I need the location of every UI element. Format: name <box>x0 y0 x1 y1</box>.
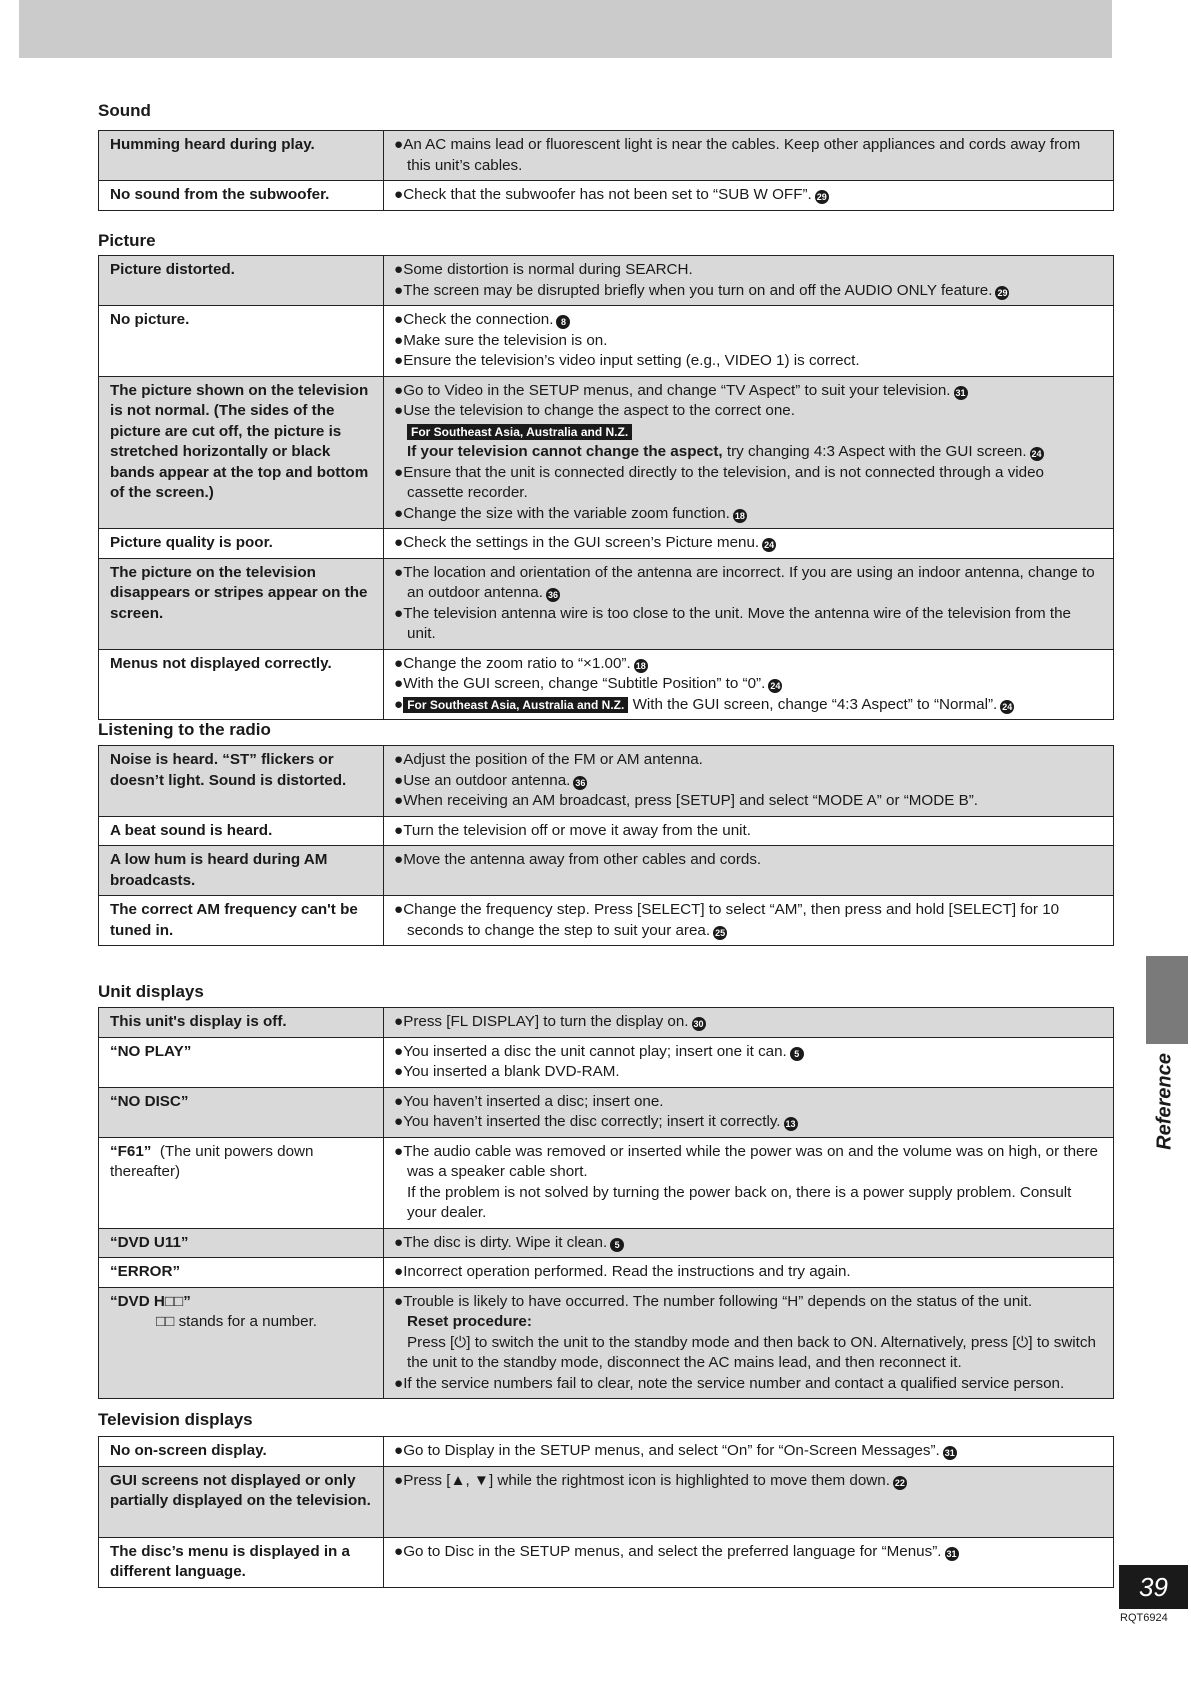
table-row <box>99 181 1114 211</box>
remedy-cell: ●Go to Display in the SETUP menus, and select “On” for “On-Screen Messages”. 31 <box>384 1437 1114 1467</box>
page-ref-icon: 18 <box>734 510 745 521</box>
table-row <box>99 1437 1114 1467</box>
remedy-text: Turn the television off or move it away from the unit. <box>403 821 751 839</box>
remedy-cell: ●Incorrect operation performed. Read the instructions and try again. <box>384 1258 1114 1288</box>
remedy-text: Press [FL DISPLAY] to turn the display on. <box>403 1013 689 1030</box>
remedy-text: You inserted a blank DVD-RAM. <box>403 1063 620 1080</box>
remedy-text: Go to Disc in the SETUP menus, and select the preferred language for “Menus”. <box>403 1542 942 1560</box>
remedy-text: With the GUI screen, change “4:3 Aspect” to “Normal”. <box>632 695 998 713</box>
table-row <box>99 529 1114 559</box>
remedy-cell: ●Some distortion is normal during SEARCH. ●The screen may be disrupted briefly when you turn on and off the AUDIO ONLY feature. 29 <box>384 256 1114 306</box>
remedy-cell: ●Move the antenna away from other cables and cords. <box>384 846 1114 896</box>
page-ref-icon: 36 <box>547 590 558 600</box>
table-row <box>99 1537 1114 1587</box>
table-row <box>99 256 1114 306</box>
remedy-text: Make sure the television is on. <box>403 331 608 349</box>
symptom-cell: “ERROR” <box>99 1258 384 1288</box>
page-ref-icon: 36 <box>575 777 586 788</box>
remedy-text: Change the frequency step. Press [SELECT] to select “AM”, then press and hold [SELECT] for 10 seconds to change the step to suit your area. <box>403 901 1060 939</box>
remedy-cell: ●Trouble is likely to have occurred. The number following “H” depends on the status of the unit. Reset procedure: Press [⏻] to switch the unit to the standby mode and then back to ON. Alternatively, press [⏻] to switch the unit to the standby mode, disconnect the AC mains lead, and then reconnect it. ●If the service numbers fail to clear, note the service number and contact a qualified service person. <box>384 1287 1114 1399</box>
symptom-cell: This unit's display is off. <box>99 1008 384 1038</box>
remedy-cell: ●Change the zoom ratio to “×1.00”. 18 ●With the GUI screen, change “Subtitle Position” to “0”. 24 ● For Southeast Asia, Australia and N.Z. With the GUI screen, change “4:3 Aspect” to “Normal”. 24 <box>384 649 1114 720</box>
side-section-label: Reference <box>1153 1053 1176 1150</box>
remedy-cell: ●You inserted a disc the unit cannot play; insert one it can. 5 ●You inserted a blank DVD-RAM. <box>384 1037 1114 1087</box>
page-ref-icon: 5 <box>610 1238 624 1252</box>
table-row <box>99 649 1114 720</box>
remedy-cell: ●Change the frequency step. Press [SELECT] to select “AM”, then press and hold [SELECT] for 10 seconds to change the step to suit your area. 25 <box>384 896 1114 946</box>
remedy-text: You haven’t inserted a disc; insert one. <box>403 1092 664 1110</box>
remedy-text: Ensure that the unit is connected directly to the television, and is not connected through a video cassette recorder. <box>403 463 1044 501</box>
remedy-cell: ●The disc is dirty. Wipe it clean. 5 <box>384 1228 1114 1258</box>
remedy-text: The disc is dirty. Wipe it clean. <box>403 1233 608 1251</box>
page-ref-icon: 18 <box>635 660 646 671</box>
table-row <box>99 896 1114 946</box>
symptom-cell: No picture. <box>99 306 384 377</box>
page-ref-icon: 13 <box>785 1119 796 1129</box>
symptom-cell: The correct AM frequency can't be tuned in. <box>99 896 384 946</box>
symptom-cell: A low hum is heard during AM broadcasts. <box>99 846 384 896</box>
remedy-text: Use an outdoor antenna. <box>403 771 571 789</box>
symptom-cell: No on-screen display. <box>99 1437 384 1467</box>
section-title-picture: Picture <box>98 231 156 250</box>
remedy-text: You inserted a disc the unit cannot play; insert one it can. <box>403 1042 787 1060</box>
remedy-text: Adjust the position of the FM or AM antenna. <box>403 751 703 768</box>
table-radio <box>98 745 1114 946</box>
page-ref-icon: 31 <box>955 387 966 398</box>
table-sound <box>98 130 1114 211</box>
remedy-text: try changing 4:3 Aspect with the GUI screen. <box>726 443 1027 460</box>
remedy-bold-lead: If your television cannot change the aspect, <box>407 443 723 460</box>
table-row <box>99 846 1114 896</box>
page-ref-icon: 24 <box>1031 449 1042 459</box>
remedy-cell: ●Go to Video in the SETUP menus, and change “TV Aspect” to suit your television. 31 ●Use the television to change the aspect to the correct one. For Southeast Asia, Australia and N.Z. If your television cannot change the aspect, try changing 4:3 Aspect with the GUI screen. 24 ●Ensure that the unit is connected directly to the television, and is not connected through a video cassette recorder. ●Change the size with the variable zoom function. 18 <box>384 376 1114 529</box>
remedy-text: Some distortion is normal during SEARCH. <box>403 261 693 278</box>
page-ref-icon: 22 <box>894 1477 905 1488</box>
remedy-text: Check the settings in the GUI screen’s Picture menu. <box>403 534 760 551</box>
remedy-text: Press [▲, ▼] while the rightmost icon is highlighted to move them down. <box>403 1471 890 1489</box>
remedy-text: When receiving an AM broadcast, press [SETUP] and select “MODE A” or “MODE B”. <box>403 792 978 809</box>
table-row <box>99 1087 1114 1137</box>
remedy-text: Check that the subwoofer has not been set to “SUB W OFF”. <box>403 186 812 203</box>
page-ref-icon: 24 <box>1002 701 1013 712</box>
remedy-cell: ●Check the settings in the GUI screen’s Picture menu. 24 <box>384 529 1114 559</box>
symptom-cell: A beat sound is heard. <box>99 816 384 846</box>
remedy-text: You haven’t inserted the disc correctly; insert it correctly. <box>403 1113 781 1130</box>
symptom-cell: Noise is heard. “ST” flickers or doesn’t light. Sound is distorted. <box>99 746 384 817</box>
page-ref-icon: 31 <box>946 1548 957 1559</box>
page-ref-icon: 24 <box>764 540 775 550</box>
table-row <box>99 1137 1114 1228</box>
page-ref-icon: 29 <box>816 192 827 202</box>
reset-procedure-heading: Reset procedure: <box>407 1313 532 1330</box>
remedy-cell: ●The audio cable was removed or inserted while the power was on and the volume was on high, or there was a speaker cable short. If the problem is not solved by turning the power back on, there is a power supply problem. Consult your dealer. <box>384 1137 1114 1228</box>
symptom-cell: “F61” (The unit powers down thereafter) <box>99 1137 384 1228</box>
symptom-cell: “NO PLAY” <box>99 1037 384 1087</box>
symptom-cell: “NO DISC” <box>99 1087 384 1137</box>
table-picture <box>98 255 1114 720</box>
page-ref-icon: 30 <box>693 1019 704 1029</box>
symptom-note: (The unit powers down thereafter) <box>110 1142 314 1180</box>
section-title-television-displays: Television displays <box>98 1410 253 1429</box>
remedy-continuation: If the problem is not solved by turning the power back on, there is a power supply problem. Consult your dealer. <box>407 1183 1072 1221</box>
section-title-unit-displays: Unit displays <box>98 982 204 1001</box>
remedy-text: Incorrect operation performed. Read the instructions and try again. <box>403 1263 851 1280</box>
region-badge: For Southeast Asia, Australia and N.Z. <box>407 424 632 440</box>
remedy-text: Change the zoom ratio to “×1.00”. <box>403 654 631 672</box>
symptom-cell: GUI screens not displayed or only partially displayed on the television. <box>99 1466 384 1537</box>
symptom-cell: The picture shown on the television is not normal. (The sides of the picture are cut off, the picture is stretched horizontally or black bands appear at the top and bottom of the screen.) <box>99 376 384 529</box>
table-unit-displays <box>98 1007 1114 1399</box>
remedy-text: The audio cable was removed or inserted while the power was on and the volume was on high, or there was a speaker cable short. <box>403 1142 1098 1180</box>
symptom-note: □□ stands for a number. <box>156 1313 318 1330</box>
remedy-text: Go to Display in the SETUP menus, and select “On” for “On-Screen Messages”. <box>403 1442 940 1459</box>
table-row <box>99 816 1114 846</box>
page-ref-icon: 29 <box>997 287 1008 298</box>
symptom-cell: Picture distorted. <box>99 256 384 306</box>
remedy-text: Use the television to change the aspect to the correct one. <box>403 402 795 419</box>
table-row <box>99 1037 1114 1087</box>
page-ref-icon: 5 <box>790 1047 804 1061</box>
table-row <box>99 1258 1114 1288</box>
remedy-cell: ●Turn the television off or move it away from the unit. <box>384 816 1114 846</box>
symptom-cell: Menus not displayed correctly. <box>99 649 384 720</box>
remedy-text: If the service numbers fail to clear, note the service number and contact a qualified service person. <box>403 1374 1065 1392</box>
remedy-cell: ●The location and orientation of the antenna are incorrect. If you are using an indoor antenna, change to an outdoor antenna. 36 ●The television antenna wire is too close to the unit. Move the antenna wire of the television from the unit. <box>384 558 1114 649</box>
remedy-text: An AC mains lead or fluorescent light is near the cables. Keep other appliances and cords away from this unit’s cables. <box>403 136 1081 174</box>
remedy-text: Ensure the television’s video input setting (e.g., VIDEO 1) is correct. <box>403 352 860 369</box>
remedy-cell: ●Check that the subwoofer has not been set to “SUB W OFF”. 29 <box>384 181 1114 211</box>
symptom-cell: No sound from the subwoofer. <box>99 181 384 211</box>
remedy-continuation: Press [⏻] to switch the unit to the standby mode and then back to ON. Alternatively, press [⏻] to switch the unit to the standby mode, disconnect the AC mains lead, and then reconnect it. <box>407 1333 1096 1371</box>
page-ref-icon: 24 <box>770 681 781 691</box>
remedy-text: Go to Video in the SETUP menus, and change “TV Aspect” to suit your television. <box>403 381 951 399</box>
symptom-cell: Picture quality is poor. <box>99 529 384 559</box>
table-row <box>99 558 1114 649</box>
page-ref-icon: 8 <box>556 315 570 329</box>
table-row <box>99 1228 1114 1258</box>
remedy-cell: ●Check the connection. 8 ●Make sure the television is on. ●Ensure the television’s video input setting (e.g., VIDEO 1) is correct. <box>384 306 1114 377</box>
remedy-text: Change the size with the variable zoom function. <box>403 504 730 522</box>
remedy-cell: ●Adjust the position of the FM or AM antenna. ●Use an outdoor antenna. 36 ●When receiving an AM broadcast, press [SETUP] and select “MODE A” or “MODE B”. <box>384 746 1114 817</box>
remedy-text: The television antenna wire is too close to the unit. Move the antenna wire of the television from the unit. <box>403 604 1071 642</box>
document-code: RQT6924 <box>1120 1612 1168 1624</box>
remedy-cell: ●An AC mains lead or fluorescent light is near the cables. Keep other appliances and cords away from this unit’s cables. <box>384 131 1114 181</box>
page-number: 39 <box>1119 1565 1188 1609</box>
page-ref-icon: 25 <box>715 927 726 938</box>
side-tab-block <box>1146 956 1188 1044</box>
table-television-displays <box>98 1436 1114 1588</box>
table-row <box>99 131 1114 181</box>
table-row <box>99 306 1114 377</box>
section-title-sound: Sound <box>98 101 151 120</box>
page-ref-icon: 31 <box>944 1448 955 1458</box>
table-row <box>99 1466 1114 1537</box>
symptom-cell: The picture on the television disappears or stripes appear on the screen. <box>99 558 384 649</box>
remedy-text: Check the connection. <box>403 311 554 328</box>
remedy-text: The screen may be disrupted briefly when you turn on and off the AUDIO ONLY feature. <box>403 281 993 299</box>
symptom-cell: Humming heard during play. <box>99 131 384 181</box>
section-title-radio: Listening to the radio <box>98 720 271 739</box>
remedy-text: Move the antenna away from other cables and cords. <box>403 851 762 868</box>
symptom-cell: The disc’s menu is displayed in a different language. <box>99 1537 384 1587</box>
remedy-text: Trouble is likely to have occurred. The number following “H” depends on the status of the unit. <box>403 1292 1033 1310</box>
remedy-cell: ●Press [▲, ▼] while the rightmost icon is highlighted to move them down. 22 <box>384 1466 1114 1537</box>
symptom-cell: “DVD U11” <box>99 1228 384 1258</box>
remedy-cell: ●Go to Disc in the SETUP menus, and select the preferred language for “Menus”. 31 <box>384 1537 1114 1587</box>
remedy-text: The location and orientation of the antenna are incorrect. If you are using an indoor antenna, change to an outdoor antenna. <box>403 563 1095 601</box>
header-bar <box>19 0 1112 58</box>
table-row <box>99 1008 1114 1038</box>
remedy-cell: ●You haven’t inserted a disc; insert one. ●You haven’t inserted the disc correctly; insert it correctly. 13 <box>384 1087 1114 1137</box>
remedy-cell: ●Press [FL DISPLAY] to turn the display on. 30 <box>384 1008 1114 1038</box>
symptom-cell: “DVD H□□” □□ stands for a number. <box>99 1287 384 1399</box>
remedy-text: With the GUI screen, change “Subtitle Position” to “0”. <box>403 675 766 692</box>
table-row <box>99 746 1114 817</box>
table-row <box>99 376 1114 529</box>
table-row <box>99 1287 1114 1399</box>
region-badge: For Southeast Asia, Australia and N.Z. <box>403 697 628 713</box>
